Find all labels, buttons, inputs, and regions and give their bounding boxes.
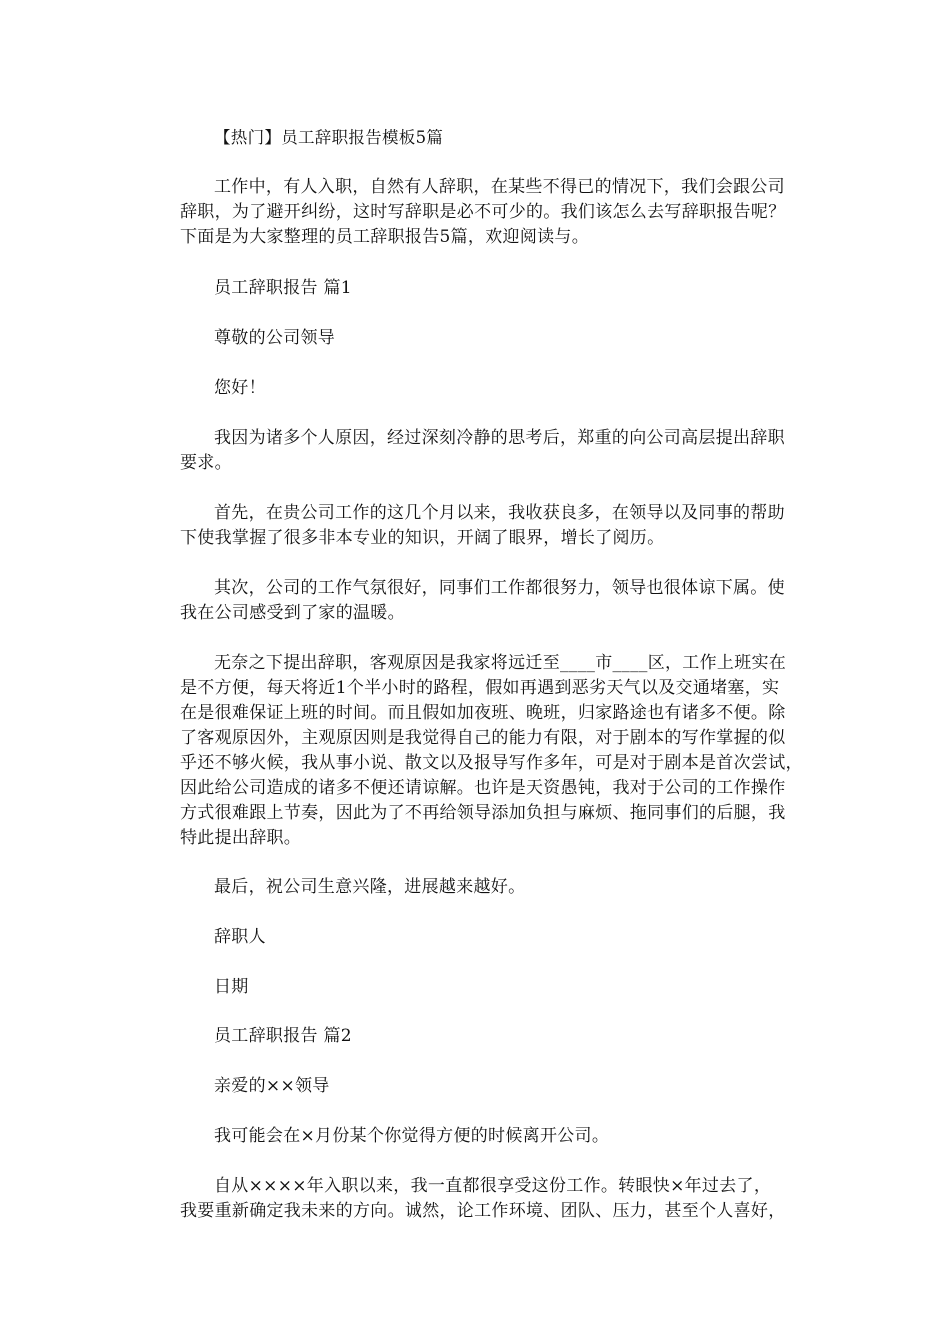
paragraph-line: 是不方便，每天将近1个半小时的路程，假如再遇到恶劣天气以及交通堵塞，实	[180, 678, 780, 698]
section-heading: 员工辞职报告 篇1	[214, 278, 352, 298]
paragraph-line: 了客观原因外，主观原因则是我觉得自己的能力有限，对于剧本的写作掌握的似	[180, 728, 786, 748]
greeting: 您好！	[214, 378, 266, 398]
salutation: 亲爱的××领导	[214, 1076, 330, 1096]
section-heading: 员工辞职报告 篇2	[214, 1026, 352, 1046]
paragraph-line: 无奈之下提出辞职，客观原因是我家将远迁至____市____区，工作上班实在	[214, 653, 787, 673]
paragraph-line: 辞职，为了避开纠纷，这时写辞职是必不可少的。我们该怎么去写辞职报告呢？	[180, 202, 786, 222]
document-title: 【热门】员工辞职报告模板5篇	[214, 128, 444, 147]
paragraph-line: 乎还不够火候，我从事小说、散文以及报导写作多年，可是对于剧本是首次尝试，	[180, 753, 803, 773]
date-label: 日期	[214, 977, 249, 997]
paragraph-line: 下面是为大家整理的员工辞职报告5篇，欢迎阅读与。	[180, 227, 590, 247]
paragraph-line: 我在公司感受到了家的温暖。	[180, 603, 405, 623]
paragraph-line: 在是很难保证上班的时间。而且假如加夜班、晚班，归家路途也有诸多不便。除	[180, 703, 786, 723]
paragraph-line: 方式很难跟上节奏，因此为了不再给领导添加负担与麻烦、拖同事们的后腿，我	[180, 803, 786, 823]
paragraph-line: 首先，在贵公司工作的这几个月以来，我收获良多，在领导以及同事的帮助	[214, 503, 785, 523]
paragraph-line: 我可能会在×月份某个你觉得方便的时候离开公司。	[214, 1126, 610, 1146]
closing-line: 最后，祝公司生意兴隆，进展越来越好。	[214, 877, 526, 897]
paragraph-line: 我要重新确定我未来的方向。诚然，论工作环境、团队、压力，甚至个人喜好，	[180, 1201, 786, 1221]
paragraph-line: 自从××××年入职以来，我一直都很享受这份工作。转眼快×年过去了，	[214, 1176, 772, 1196]
paragraph-line: 因此给公司造成的诸多不便还请谅解。也许是天资愚钝，我对于公司的工作操作	[180, 778, 786, 798]
paragraph-line: 其次，公司的工作气氛很好，同事们工作都很努力，领导也很体谅下属。使	[214, 578, 785, 598]
paragraph-line: 特此提出辞职。	[180, 828, 302, 848]
paragraph-line: 要求。	[180, 453, 232, 473]
signature-label: 辞职人	[214, 927, 266, 947]
paragraph-line: 下使我掌握了很多非本专业的知识，开阔了眼界，增长了阅历。	[180, 528, 665, 548]
salutation: 尊敬的公司领导	[214, 328, 336, 348]
paragraph-line: 工作中，有人入职，自然有人辞职，在某些不得已的情况下，我们会跟公司	[214, 177, 785, 197]
paragraph-line: 我因为诸多个人原因，经过深刻冷静的思考后，郑重的向公司高层提出辞职	[214, 428, 785, 448]
